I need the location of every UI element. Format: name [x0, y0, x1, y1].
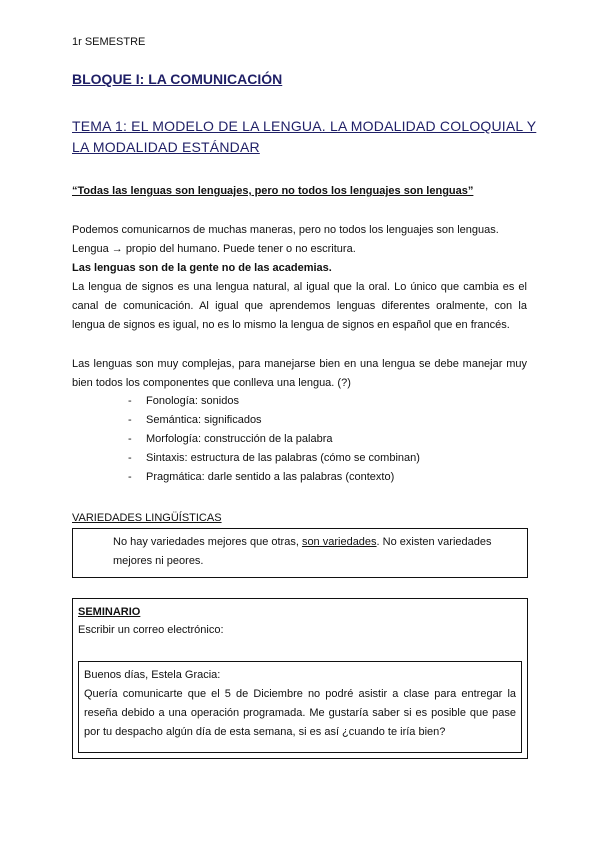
list-item-semantica: Semántica: significados: [146, 414, 262, 426]
intro-line-3: Las lenguas son de la gente no de las academias.: [72, 262, 332, 274]
varieties-box: [72, 528, 528, 578]
list-item-sintaxis: Sintaxis: estructura de las palabras (cómo se combinan): [146, 452, 420, 464]
list-item-pragmatica: Pragmática: darle sentido a las palabras (contexto): [146, 471, 395, 483]
varieties-box-line-1: [113, 533, 492, 552]
seminar-title: SEMINARIO: [78, 606, 141, 618]
header-semester: 1r SEMESTRE: [72, 36, 146, 48]
list-item-morfologia: Morfología: construcción de la palabra: [146, 433, 333, 445]
email-greeting: Buenos días, Estela Gracia:: [84, 669, 221, 681]
quote: “Todas las lenguas son lenguajes, pero no todos los lenguajes son lenguas”: [72, 185, 474, 197]
email-box: [78, 661, 522, 753]
intro-line-2: Lengua → propio del humano. Puede tener o no escritura.: [72, 243, 356, 255]
varieties-text-before: No hay variedades mejores que otras,: [113, 536, 302, 548]
seminar-box: [72, 598, 528, 759]
seminar-instruction: Escribir un correo electrónico:: [78, 624, 224, 636]
email-body: Quería comunicarte que el 5 de Diciembre no podré asistir a clase para entregar la reseña debido a una operación programada. Me gustaría saber si es posible que pase por tu despacho algún día de esta semana, si es así ¿cuando te iría bien?: [84, 688, 516, 738]
topic-title-line-2: LA MODALIDAD ESTÁNDAR: [72, 139, 260, 155]
varieties-box-line-2: mejores ni peores.: [113, 555, 204, 567]
intro-line-1: Podemos comunicarnos de muchas maneras, pero no todos los lenguajes son lenguas.: [72, 224, 499, 236]
bullet-dash: -: [128, 414, 132, 426]
bullet-dash: -: [128, 471, 132, 483]
varieties-underlined-text: son variedades: [301, 536, 377, 548]
varieties-text-after: . No existen variedades: [376, 536, 492, 548]
bullet-dash: -: [128, 452, 132, 464]
topic-title-line-1: TEMA 1: EL MODELO DE LA LENGUA. LA MODALIDAD COLOQUIAL Y: [72, 118, 537, 134]
varieties-heading: VARIEDADES LINGÜÍSTICAS: [72, 512, 222, 524]
intro-paragraph: La lengua de signos es una lengua natural, al igual que la oral. Lo único que cambia es el canal de comunicación. Al igual que aprendemos lenguas diferentes oralmente, con la lengua de signos es igual, no es lo mismo la lengua de signos en español que en francés.: [72, 281, 527, 331]
list-item-fonologia: Fonología: sonidos: [146, 395, 239, 407]
block-title: BLOQUE I: LA COMUNICACIÓN: [72, 71, 283, 87]
bullet-dash: -: [128, 395, 132, 407]
bullet-dash: -: [128, 433, 132, 445]
complexity-paragraph: Las lenguas son muy complejas, para manejarse bien en una lengua se debe manejar muy bien todos los componentes que conlleva una lengua. (?): [72, 358, 527, 389]
